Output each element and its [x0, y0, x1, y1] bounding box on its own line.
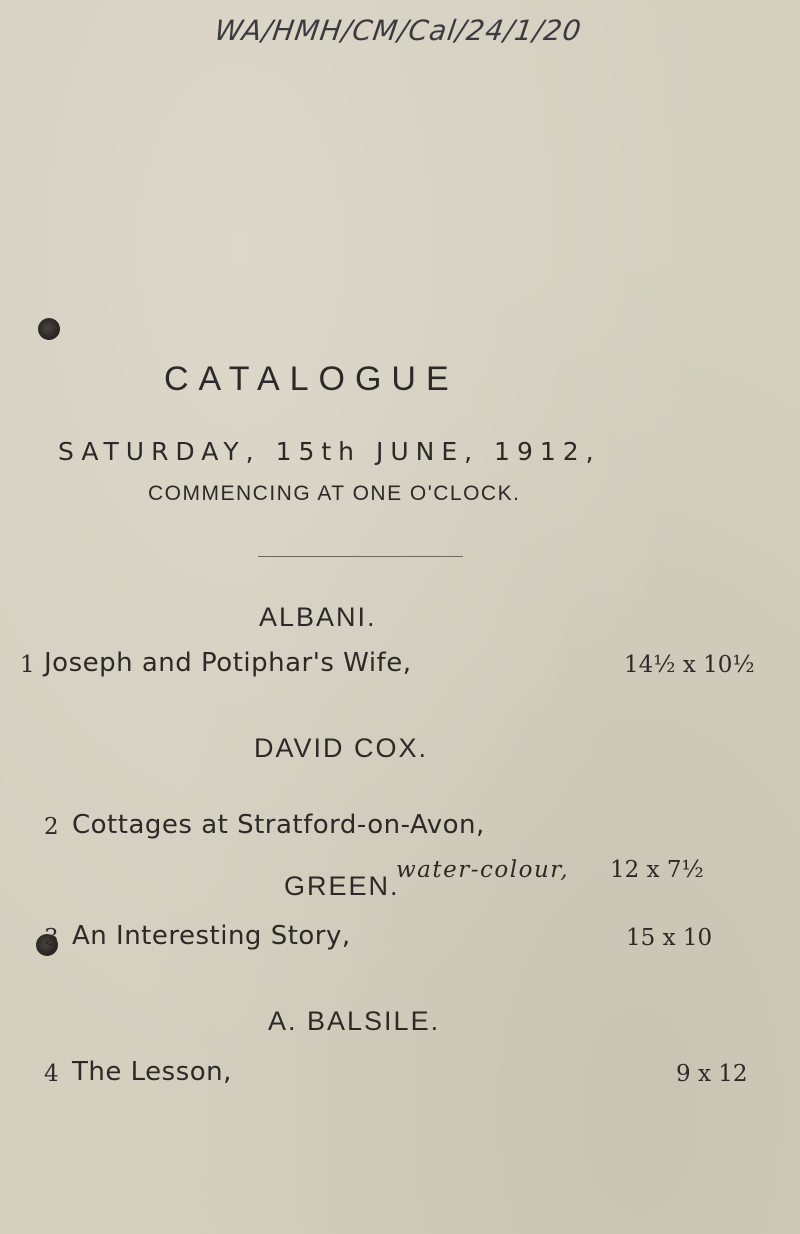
lot-dimensions: 14½ x 10½: [624, 652, 755, 678]
artist-heading: GREEN.: [284, 871, 400, 901]
artist-heading: DAVID COX.: [254, 733, 429, 763]
lot-title: Joseph and Potiphar's Wife,: [44, 648, 412, 678]
artist-heading: ALBANI.: [259, 602, 377, 632]
catalogue-title: CATALOGUE: [164, 360, 459, 398]
lot-number: 2: [44, 814, 59, 840]
lot-dimensions: 9 x 12: [676, 1061, 748, 1087]
archive-reference: WA/HMH/CM/Cal/24/1/20: [212, 14, 584, 47]
lot-title: The Lesson,: [72, 1057, 232, 1087]
lot-title: An Interesting Story,: [72, 921, 351, 951]
lot-title: Cottages at Stratford-on-Avon,: [72, 810, 485, 840]
divider-rule: [258, 556, 463, 557]
lot-dimensions: 12 x 7½: [610, 857, 704, 883]
lot-dimensions: 15 x 10: [626, 925, 713, 951]
lot-number: 4: [44, 1061, 59, 1087]
lot-number: 3: [44, 925, 59, 951]
lot-number: 1: [20, 652, 35, 678]
sale-date: SATURDAY, 15th JUNE, 1912,: [58, 437, 601, 466]
start-time: COMMENCING AT ONE O'CLOCK.: [148, 482, 521, 505]
artist-heading: A. BALSILE.: [268, 1006, 441, 1036]
lot-medium: water-colour,: [396, 857, 570, 883]
binding-hole-top: [38, 318, 60, 340]
